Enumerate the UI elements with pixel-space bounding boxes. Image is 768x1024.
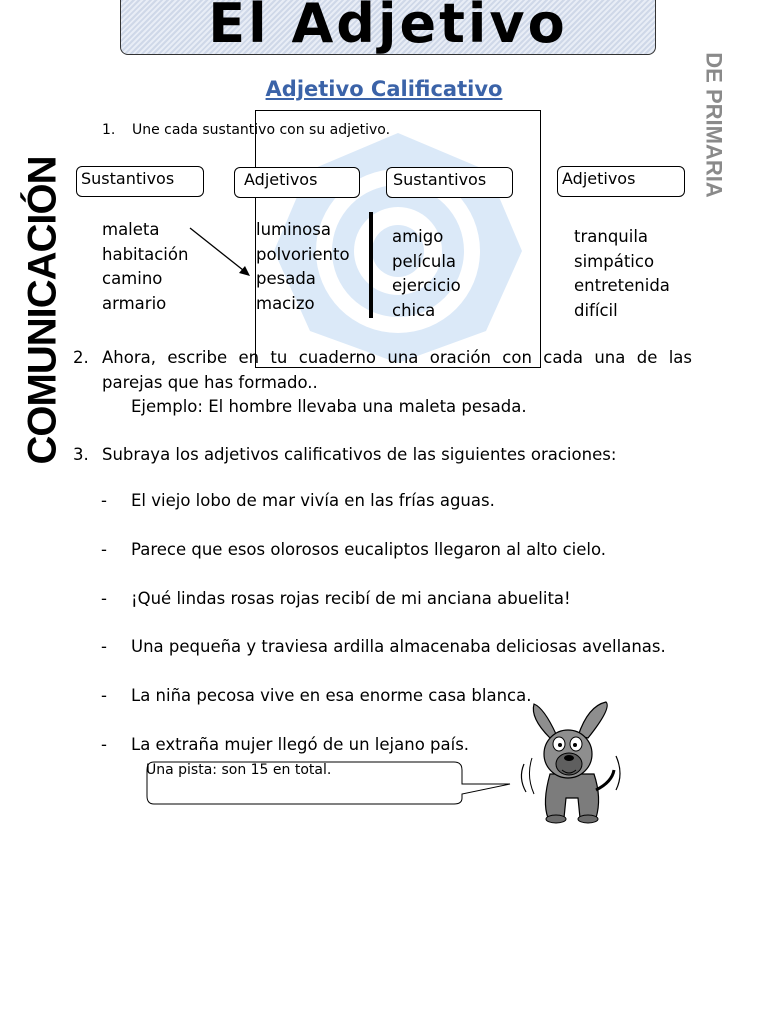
list-item: luminosa	[256, 220, 331, 239]
side-label-right	[692, 52, 736, 198]
exercise2-number: 2.	[73, 348, 89, 367]
exercise1-number: 1.	[102, 122, 116, 138]
page-title: El Adjetivo	[208, 0, 568, 55]
sentence-5: La niña pecosa vive en esa enorme casa blanca.	[131, 686, 532, 705]
list-item: macizo	[256, 293, 315, 313]
column-sustantivos-1	[102, 218, 188, 316]
sentence-4: Una pequeña y traviesa ardilla almacenaba deliciosas avellanas.	[131, 637, 666, 656]
side-label-right-text: DE PRIMARIA	[702, 52, 728, 198]
sentence-2: Parece que esos olorosos eucaliptos llegaron al alto cielo.	[131, 540, 607, 559]
sentence-1: El viejo lobo de mar vivía en las frías aguas.	[131, 491, 495, 510]
header-sustantivos-2-label: Sustantivos	[393, 170, 487, 189]
list-item: camino	[102, 269, 163, 288]
list-item: armario	[102, 293, 167, 313]
dog-illustration-icon	[516, 698, 626, 824]
column-divider	[369, 212, 373, 318]
exercise3-number: 3.	[73, 445, 89, 464]
exercise1-instruction: Une cada sustantivo con su adjetivo.	[132, 122, 391, 138]
bullet-dash: -	[101, 686, 107, 705]
exercise2-example: Ejemplo: El hombre llevaba una maleta pesada.	[131, 397, 527, 416]
list-item: habitación	[102, 244, 189, 264]
header-sustantivos-1	[76, 166, 204, 197]
list-item: simpático	[574, 251, 655, 271]
list-item: película	[392, 251, 457, 271]
side-label-left	[18, 156, 68, 464]
list-item: polvoriento	[256, 244, 350, 264]
column-sustantivos-2	[392, 225, 461, 323]
bullet-dash: -	[101, 735, 107, 754]
header-sustantivos-1-label: Sustantivos	[81, 169, 175, 188]
sentence-6: La extraña mujer llegó de un lejano país.	[131, 735, 470, 754]
header-adjetivos-1	[234, 167, 360, 198]
list-item: entretenida	[574, 276, 670, 295]
bullet-dash: -	[101, 637, 107, 656]
exercise2-line2: parejas que has formado..	[102, 373, 318, 392]
header-adjetivos-1-label: Adjetivos	[244, 170, 318, 189]
column-adjetivos-1	[256, 218, 350, 316]
sentence-3: ¡Qué lindas rosas rojas recibí de mi anciana abuelita!	[131, 589, 571, 608]
list-item: tranquila	[574, 227, 649, 246]
list-item: difícil	[574, 300, 618, 320]
connecting-arrow-icon	[186, 224, 256, 280]
page-subtitle: Adjetivo Calificativo	[265, 77, 503, 101]
list-item: chica	[392, 300, 436, 320]
bullet-dash: -	[101, 589, 107, 608]
side-label-left-text: COMUNICACIÓN	[20, 156, 65, 464]
header-sustantivos-2	[386, 167, 513, 198]
exercise2-line1: Ahora, escribe en tu cuaderno una oración con cada una de las	[102, 348, 692, 367]
title-banner	[120, 0, 656, 55]
bullet-dash: -	[101, 540, 107, 559]
list-item: ejercicio	[392, 276, 461, 295]
column-adjetivos-2	[574, 225, 670, 323]
list-item: amigo	[392, 227, 444, 246]
header-adjetivos-2	[557, 166, 685, 197]
bullet-dash: -	[101, 491, 107, 510]
list-item: maleta	[102, 220, 160, 239]
list-item: pesada	[256, 269, 316, 288]
exercise3-instruction: Subraya los adjetivos calificativos de las siguientes oraciones:	[102, 445, 617, 464]
hint-text: Una pista: son 15 en total.	[146, 762, 332, 778]
header-adjetivos-2-label: Adjetivos	[562, 169, 636, 188]
